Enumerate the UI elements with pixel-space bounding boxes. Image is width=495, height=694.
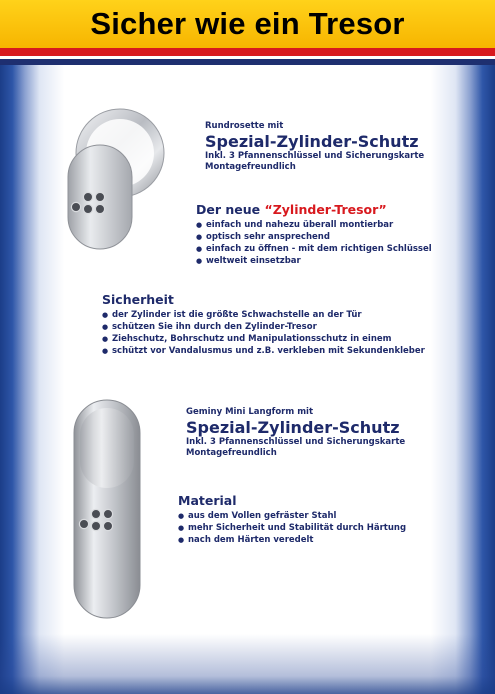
product2-line3: Inkl. 3 Pfannenschlüssel und Sicherungskarte bbox=[186, 437, 406, 447]
product2-name: Spezial-Zylinder-Schutz bbox=[186, 418, 400, 437]
list-item: ● schützen Sie ihn durch den Zylinder-Tresor bbox=[102, 321, 425, 333]
long-form-guard-image bbox=[66, 396, 156, 626]
sicherheit-heading: Sicherheit bbox=[102, 292, 174, 307]
product1-name: Spezial-Zylinder-Schutz bbox=[205, 132, 419, 151]
product2-text bbox=[186, 407, 405, 459]
tresor-heading-name: Zylinder-Tresor bbox=[272, 202, 379, 217]
tresor-heading-prefix: Der neue bbox=[196, 202, 265, 217]
product1-text bbox=[205, 121, 424, 173]
list-item: ● Ziehschutz, Bohrschutz und Manipulationsschutz in einem bbox=[102, 333, 425, 345]
list-item: ● schützt vor Vandalusmus und z.B. verkleben mit Sekundenkleber bbox=[102, 345, 425, 357]
list-item: ● mehr Sicherheit und Stabilität durch Härtung bbox=[178, 522, 406, 534]
header-navy-stripe bbox=[0, 59, 495, 65]
list-item: ● der Zylinder ist die größte Schwachstelle an der Tür bbox=[102, 309, 425, 321]
tresor-section bbox=[196, 202, 432, 267]
list-item: ● optisch sehr ansprechend bbox=[196, 231, 432, 243]
list-item: ● weltweit einsetzbar bbox=[196, 255, 432, 267]
tresor-list bbox=[196, 219, 432, 267]
material-section bbox=[178, 493, 406, 546]
material-heading: Material bbox=[178, 493, 237, 508]
sicherheit-list bbox=[102, 309, 425, 357]
sicherheit-section bbox=[102, 292, 425, 357]
round-rosette-image bbox=[62, 105, 182, 255]
tresor-heading bbox=[196, 202, 432, 217]
product2-line4: Montagefreundlich bbox=[186, 448, 277, 458]
material-list bbox=[178, 510, 406, 546]
header-red-stripe bbox=[0, 48, 495, 56]
list-item: ● einfach und nahezu überall montierbar bbox=[196, 219, 432, 231]
product2-line1: Geminy Mini Langform mit bbox=[186, 407, 314, 417]
product1-line1: Rundrosette mit bbox=[205, 121, 284, 131]
product1-line4: Montagefreundlich bbox=[205, 162, 296, 172]
tresor-quote-open: “ bbox=[264, 202, 273, 217]
page-title: Sicher wie ein Tresor bbox=[90, 6, 405, 41]
product1-line3: Inkl. 3 Pfannenschlüssel und Sicherungskarte bbox=[205, 151, 425, 161]
list-item: ● einfach zu öffnen - mit dem richtigen Schlüssel bbox=[196, 243, 432, 255]
list-item: ● nach dem Härten veredelt bbox=[178, 534, 406, 546]
list-item: ● aus dem Vollen gefräster Stahl bbox=[178, 510, 406, 522]
tresor-quote-close: ” bbox=[378, 202, 387, 217]
